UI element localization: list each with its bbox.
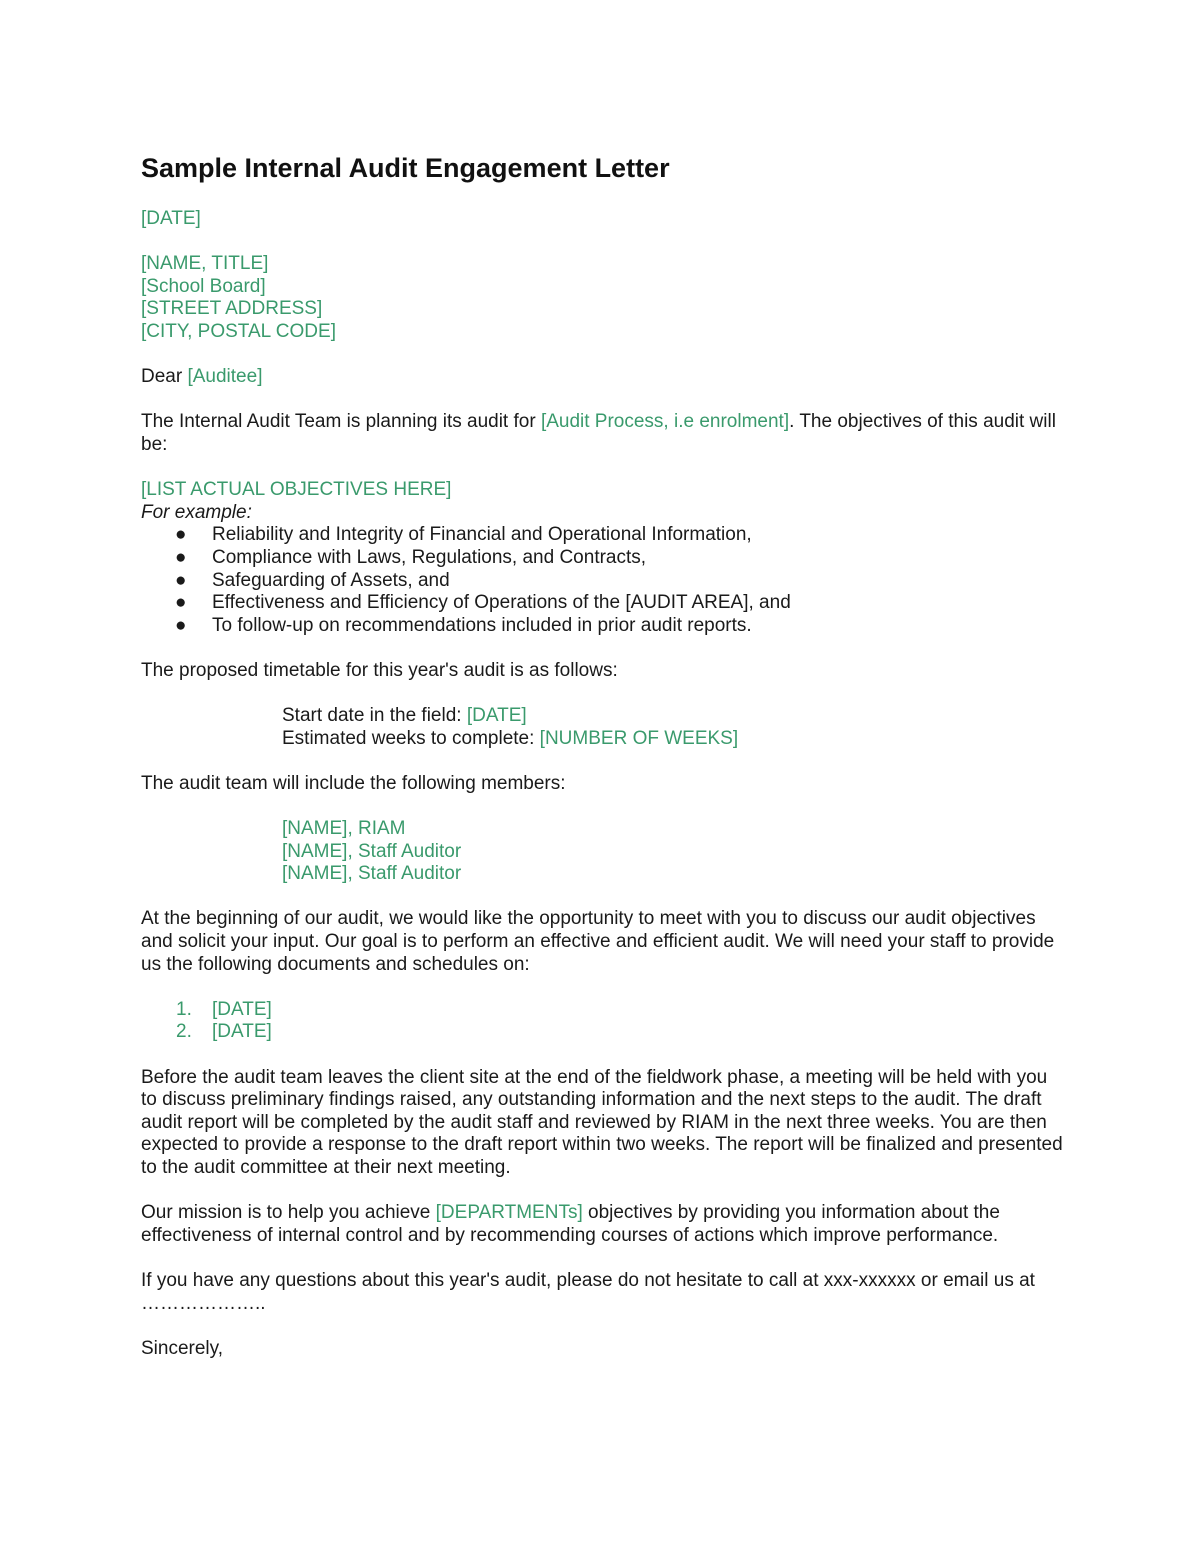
recipient-school-board: [School Board] [141,275,266,297]
date-value: [DATE] [212,998,272,1020]
objective-text: To follow-up on recommendations included in prior audit reports. [212,614,752,636]
example-label-text: For example: [141,501,252,523]
recipient-address [141,253,1066,343]
bullet-icon: ● [175,524,187,546]
recipient-name-title: [NAME, TITLE] [141,253,269,275]
letter-date: [DATE] [141,208,201,229]
fieldwork-paragraph: Before the audit team leaves the client site at the end of the fieldwork phase, a meeting will be held with you to discuss preliminary findings raised, any outstanding information and the next steps to the audit. The draft audit report will be completed by the audit staff and reviewed by RIAM in the next three weeks. You are then expected to provide a response to the draft report within two weeks. The report will be finalized and presented to the audit committee at their next meeting. [141,1066,1063,1178]
team-member: [NAME], Staff Auditor [282,863,462,885]
start-date-value: [DATE] [466,705,527,727]
meeting-paragraph: At the beginning of our audit, we would like the opportunity to meet with you to discuss our audit objectives and solicit your input. Our goal is to perform an effective and efficient audit. We will need your staff to provide us the following documents and schedules on: [141,908,1055,975]
list-item [141,999,1066,1022]
weeks-label: Estimated weeks to complete: [282,727,540,749]
objective-text: Effectiveness and Efficiency of Operations of the [AUDIT AREA], and [212,592,791,614]
objectives-placeholder: [LIST ACTUAL OBJECTIVES HERE] [141,479,452,501]
salutation-dear: Dear [141,366,188,388]
list-item [141,524,1066,547]
list-number: 2. [176,1021,192,1043]
salutation [141,366,1066,389]
letter-page [141,150,1066,1360]
list-number: 1. [176,998,192,1020]
bullet-icon: ● [175,569,187,591]
mission-text-after: objectives by providing you information about the effectiveness of internal control and by recommending courses of actions which improve performance. [141,1202,1000,1246]
start-date-label: Start date in the field: [282,705,467,727]
departments-placeholder: [DEPARTMENTs] [435,1202,583,1224]
example-label [141,502,1066,525]
list-item [141,547,1066,570]
dates-list [141,999,1066,1044]
bullet-icon: ● [175,614,187,636]
contact-paragraph: If you have any questions about this year's audit, please do not hesitate to call at xxx-xxxxxx or email us at ……………….. [141,1269,1035,1314]
audit-process-placeholder: [Audit Process, i.e enrolment] [540,411,790,433]
mission-paragraph [141,1202,1066,1247]
recipient-city: [CITY, POSTAL CODE] [141,320,336,342]
objective-text: Compliance with Laws, Regulations, and Contracts, [212,546,647,568]
list-item [141,570,1066,593]
bullet-icon: ● [175,546,187,568]
intro-paragraph [141,411,1066,456]
weeks-value: [NUMBER OF WEEKS] [539,727,739,749]
date-value: [DATE] [212,1021,272,1043]
timetable-intro: The proposed timetable for this year's audit is as follows: [141,659,618,681]
list-item [141,1021,1066,1044]
salutation-auditee: [Auditee] [187,366,263,388]
list-item [141,615,1066,638]
mission-text-before: Our mission is to help you achieve [141,1202,436,1224]
closing: Sincerely, [141,1337,224,1359]
objectives-list [141,524,1066,637]
bullet-icon: ● [175,592,187,614]
weeks-line [141,728,1066,751]
team-intro: The audit team will include the following members: [141,772,566,794]
intro-text-before: The Internal Audit Team is planning its audit for [141,411,541,433]
start-date-line [141,705,1066,728]
recipient-street: [STREET ADDRESS] [141,298,323,320]
team-member: [NAME], Staff Auditor [282,840,462,862]
page-title: Sample Internal Audit Engagement Letter [141,153,670,183]
objective-text: Safeguarding of Assets, and [212,569,450,591]
list-item [141,592,1066,615]
intro-text-after: . The objectives of this audit will be: [141,411,1056,455]
objective-text: Reliability and Integrity of Financial and Operational Information, [212,524,752,546]
team-member: [NAME], RIAM [282,818,406,840]
